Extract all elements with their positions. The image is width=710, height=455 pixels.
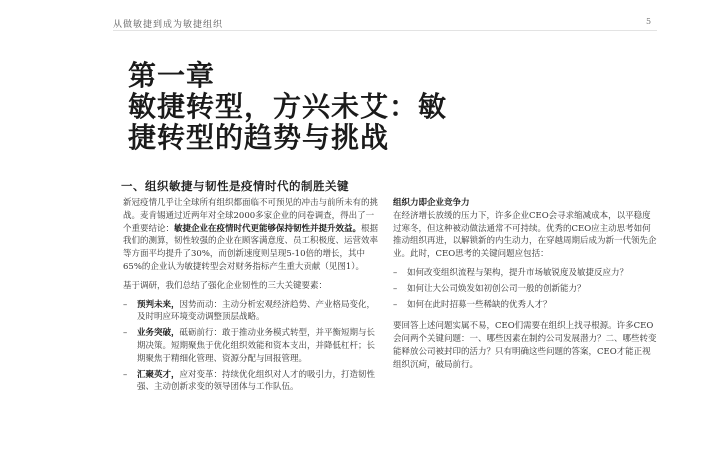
closing-paragraph: 要回答上述问题实属不易，CEO们需要在组织上找寻根源。许多CEO会问两个关键问题：一、哪些因素在制约公司发展潜力？二、哪些转变能释放公司被封印的活力？只有明确这些问题的答案，CEO才能正视组织沉疴，破局前行。 xyxy=(393,321,657,370)
list-item-text: 如何在此时招募一些稀缺的优秀人才？ xyxy=(407,299,552,310)
bullet-dash: – xyxy=(123,369,128,380)
intro-text-1: 新冠疫情几乎让全球所有组织都面临不可预见的冲击与前所未有的挑战。麦肯锡通过近两年对全球2000多家企业的问卷调查，得出了一个重要结论： xyxy=(123,198,379,234)
list-item-text: 应对变革：持续优化组织对人才的吸引力，打造韧性强、主动创新求变的领导团体与工作队伍。 xyxy=(137,369,376,393)
subsection-heading: 组织力即企业竞争力 xyxy=(393,198,470,208)
list-item xyxy=(393,299,657,312)
right-column xyxy=(393,197,657,372)
chapter-heading xyxy=(128,60,628,153)
running-head: 从做敏捷到成为敏捷组织 xyxy=(113,20,224,30)
list-item xyxy=(393,283,657,296)
ceo-questions-list xyxy=(393,267,657,311)
bullet-dash: – xyxy=(123,328,128,339)
bullet-dash: – xyxy=(393,267,398,278)
list-item xyxy=(393,267,657,280)
list-item-text: 砥砺前行：敢于推动业务模式转型，并平衡短期与长期决策。短期聚焦于优化组织效能和资本支出，并降低杠杆；长期聚焦于精细化管理、资源分配与回报管理。 xyxy=(137,328,376,364)
chapter-number: 第一章 xyxy=(128,59,216,92)
list-item-text: 如何改变组织流程与架构，提升市场敏锐度及敏捷反应力？ xyxy=(407,267,629,278)
bullet-dash: – xyxy=(393,283,398,294)
key-factors-intro: 基于调研，我们总结了强化企业韧性的三大关键要素： xyxy=(123,280,328,291)
section-title: 一、组织敏捷与韧性是疫情时代的制胜关键 xyxy=(121,179,349,193)
list-item-text: 因势而动：主动分析宏观经济趋势、产业格局变化，及时明应环境变动调整顶层战略。 xyxy=(137,299,376,323)
list-item xyxy=(123,327,379,365)
bullet-dash: – xyxy=(123,299,128,310)
list-item-text: 如何让大公司焕发如初创公司一般的创新能力？ xyxy=(407,283,586,294)
key-factors-list xyxy=(123,299,379,395)
page-number: 5 xyxy=(646,17,652,26)
intro-bold-statement: 敏捷企业在疫情时代更能够保持韧性并提升效益。 xyxy=(174,223,362,234)
intro-paragraph xyxy=(123,197,379,274)
list-item-title: 预判未来， xyxy=(137,299,180,310)
list-item-title: 业务突破， xyxy=(137,328,180,339)
ceo-paragraph: 在经济增长放缓的压力下，许多企业CEO会寻求缩减成本，以平稳度过寒冬，但这种被动做法通常不可持续。优秀的CEO应主动思考如何推动组织再进，以解锁新的内生动力，在穿越周期后成为新一代领先企业。此时，CEO思考的关键问题应包括： xyxy=(393,210,657,260)
left-column xyxy=(123,197,379,397)
list-item xyxy=(123,299,379,325)
list-item-title: 汇聚英才， xyxy=(137,369,180,380)
chapter-title-line-1: 敏捷转型，方兴未艾：敏 xyxy=(128,90,448,123)
list-item xyxy=(123,369,379,395)
bullet-dash: – xyxy=(393,299,398,310)
header-divider xyxy=(113,30,657,31)
chapter-title-line-2: 捷转型的趋势与挑战 xyxy=(128,121,390,154)
intro-text-2: 根据我们的测算，韧性较强的企业在顾客满意度、员工积极度、运营效率等方面平均提升了30%，而创新速度则呈现5-10倍的增长，其中65%的企业认为敏捷转型会对财务指标产生重大贡献（见图1）。 xyxy=(123,223,379,272)
